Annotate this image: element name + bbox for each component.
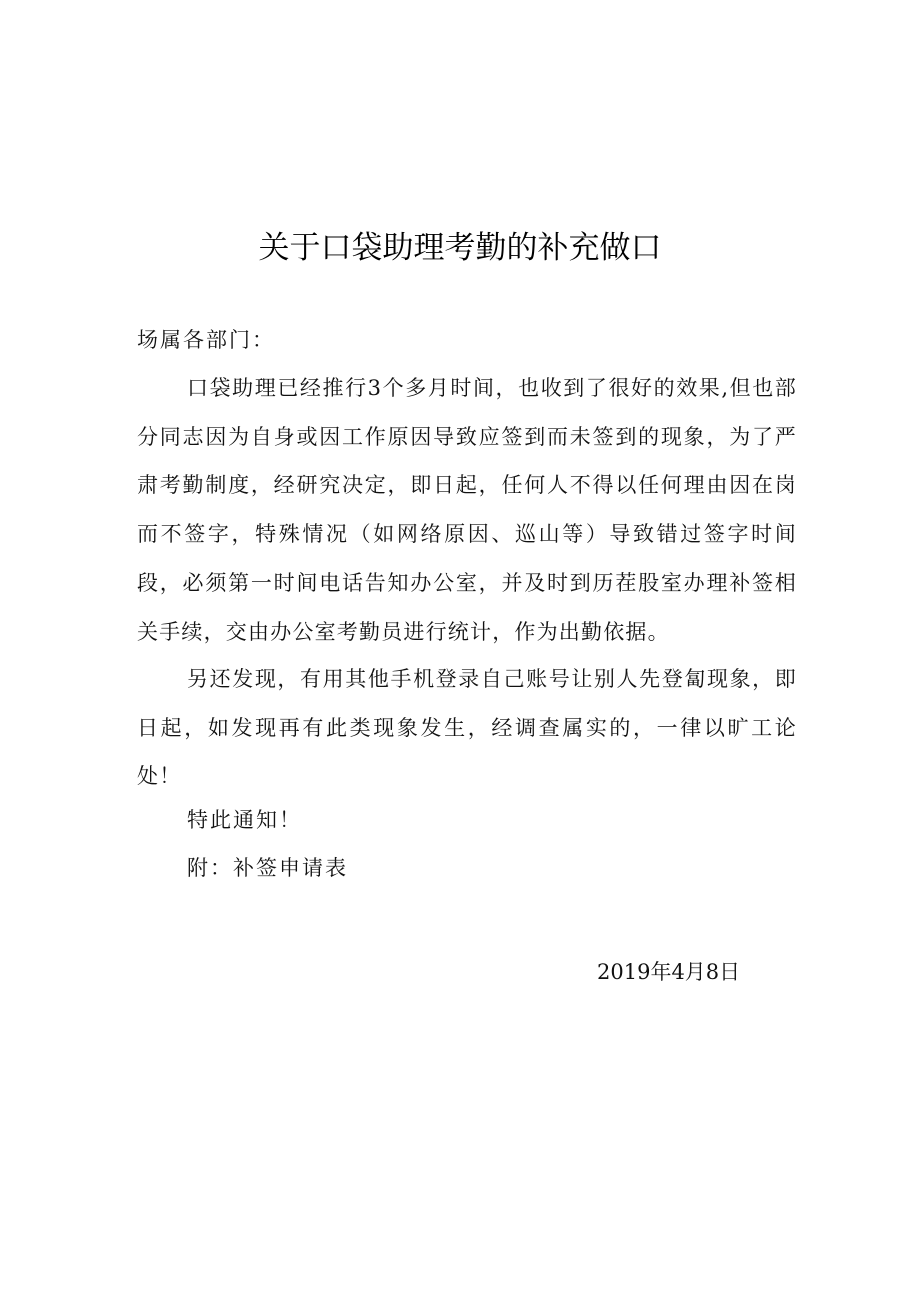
document-date: 2019年4月8日: [597, 960, 741, 984]
body-paragraph-2: 另还发现，有用其他手机登录自己账号让别人先登匐现象，即日起，如发现再有此类现象发生，经调查属实的，一律以旷工论处！: [137, 667, 797, 789]
document-title: 关于口袋助理考勤的补充做口: [258, 230, 662, 266]
body-paragraph-1: 口袋助理已经推行3个多月时间，也收到了很好的效果,但也部分同志因为自身或因工作原因导致应签到而未签到的现象，为了严肃考勤制度，经研究决定，即日起，任何人不得以任何理由因在岗而不签字，特殊情况（如网络原因、巡山等）导致错过签字时间段，必须第一时间电话告知办公室，并及时到历茬股室办理补签相关手续，交由办公室考勤员进行统计，作为出勤依据。: [137, 376, 797, 644]
closing-line: 特此通知！: [187, 808, 302, 832]
salutation: 场属各部门：: [137, 328, 275, 352]
attachment-line: 附：补签申请表: [187, 856, 348, 880]
